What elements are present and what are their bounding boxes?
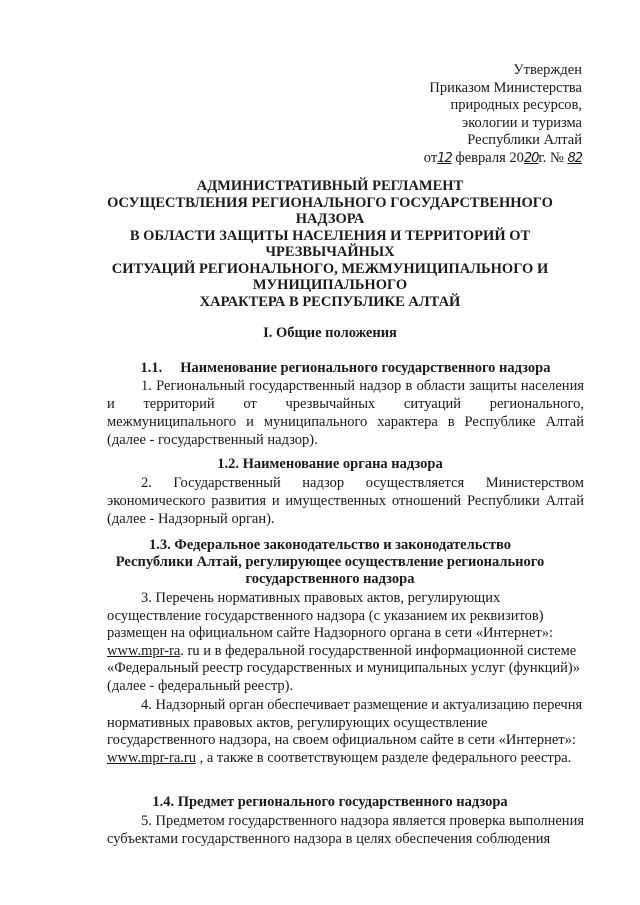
- title-line: ОСУЩЕСТВЛЕНИЯ РЕГИОНАЛЬНОГО ГОСУДАРСТВЕННОГО: [107, 194, 553, 211]
- title-line: МУНИЦИПАЛЬНОГО: [252, 277, 408, 293]
- subsection-title: 1.4. Предмет регионального государственного надзора: [152, 794, 508, 810]
- subsection-title-line: 1.3. Федеральное законодательство и законодательство: [149, 537, 511, 553]
- paragraph-3: [107, 590, 584, 695]
- date-suffix: г. №: [538, 149, 564, 166]
- approval-line: природных ресурсов,: [450, 97, 582, 113]
- approval-line: Республики Алтай: [467, 132, 582, 148]
- approval-date: [424, 150, 582, 168]
- subsection-1-1-heading: [107, 360, 584, 377]
- handwritten-year: 20: [523, 150, 539, 166]
- website-link[interactable]: www.mpr-ra: [107, 642, 181, 659]
- approval-line: Утвержден: [513, 62, 582, 78]
- subsection-1-3-heading: [80, 537, 580, 588]
- date-prefix: от: [423, 149, 438, 166]
- paragraph-5: 5. Предметом государственного надзора является проверка выполнения субъектами государственного надзора в целях обеспечения соблюдения: [107, 813, 584, 847]
- paragraph-text: 4. Надзорный орган обеспечивает размещение и актуализацию перечня нормативных правовых актов, регулирующих осуществление государственного надзора, на своем официальном сайте в сети «Интернет»:: [107, 697, 583, 748]
- subsection-title: 1.2. Наименование органа надзора: [217, 456, 443, 472]
- section-1-heading: I. Общие положения: [263, 325, 397, 341]
- title-line: НАДЗОРА: [295, 211, 365, 227]
- subsection-title-line: государственного надзора: [245, 571, 415, 587]
- website-link[interactable]: www.mpr-ra.ru: [107, 749, 196, 766]
- title-line: В ОБЛАСТИ ЗАЩИТЫ НАСЕЛЕНИЯ И ТЕРРИТОРИЙ ОТ: [129, 227, 531, 244]
- title-line: АДМИНИСТРАТИВНЫЙ РЕГЛАМЕНТ: [196, 178, 464, 194]
- paragraph-4: [107, 697, 584, 767]
- title-line: ЧРЕЗВЫЧАЙНЫХ: [265, 244, 395, 260]
- title-line: СИТУАЦИЙ РЕГИОНАЛЬНОГО, МЕЖМУНИЦИПАЛЬНОГО И: [111, 260, 549, 277]
- date-month: февраля 20: [455, 149, 524, 166]
- paragraph-text: 3. Перечень нормативных правовых актов, регулирующих осуществление государственного надзора (с указанием их реквизитов) размещен на официальном сайте Надзорного органа в сети «Интернет»:: [107, 590, 554, 641]
- section-heading: [80, 325, 580, 342]
- subsection-1-4-heading: [80, 794, 580, 811]
- approval-block: [424, 62, 582, 167]
- paragraph-text: . ru и в федеральной государственной информационной системе «Федеральный реестр государственных и муниципальных услуг (функций)» (далее - федеральный реестр).: [107, 642, 580, 694]
- subsection-title-line: Республики Алтай, регулирующее осуществление регионального: [115, 554, 545, 570]
- approval-line: Приказом Министерства: [429, 79, 582, 96]
- approval-line: экологии и туризма: [462, 114, 582, 131]
- paragraph-1: 1. Региональный государственный надзор в области защиты населения и территорий от чрезвычайных ситуаций регионального, межмуниципального и муниципального характера в Республике Алтай (далее - государственный надзор).: [107, 378, 584, 448]
- document-title: [80, 178, 580, 310]
- handwritten-number: 82: [567, 150, 582, 166]
- paragraph-text: , а также в соответствующем разделе федерального реестра.: [195, 749, 572, 766]
- title-line: ХАРАКТЕРА В РЕСПУБЛИКЕ АЛТАЙ: [199, 293, 461, 310]
- paragraph-2: 2. Государственный надзор осуществляется Министерством экономического развития и имущественных отношений Республики Алтай (далее - Надзорный орган).: [107, 475, 584, 527]
- subsection-number: 1.1.: [140, 360, 163, 376]
- subsection-title: Наименование регионального государственного надзора: [180, 360, 551, 376]
- handwritten-day: 12: [437, 150, 452, 166]
- subsection-1-2-heading: [80, 456, 580, 473]
